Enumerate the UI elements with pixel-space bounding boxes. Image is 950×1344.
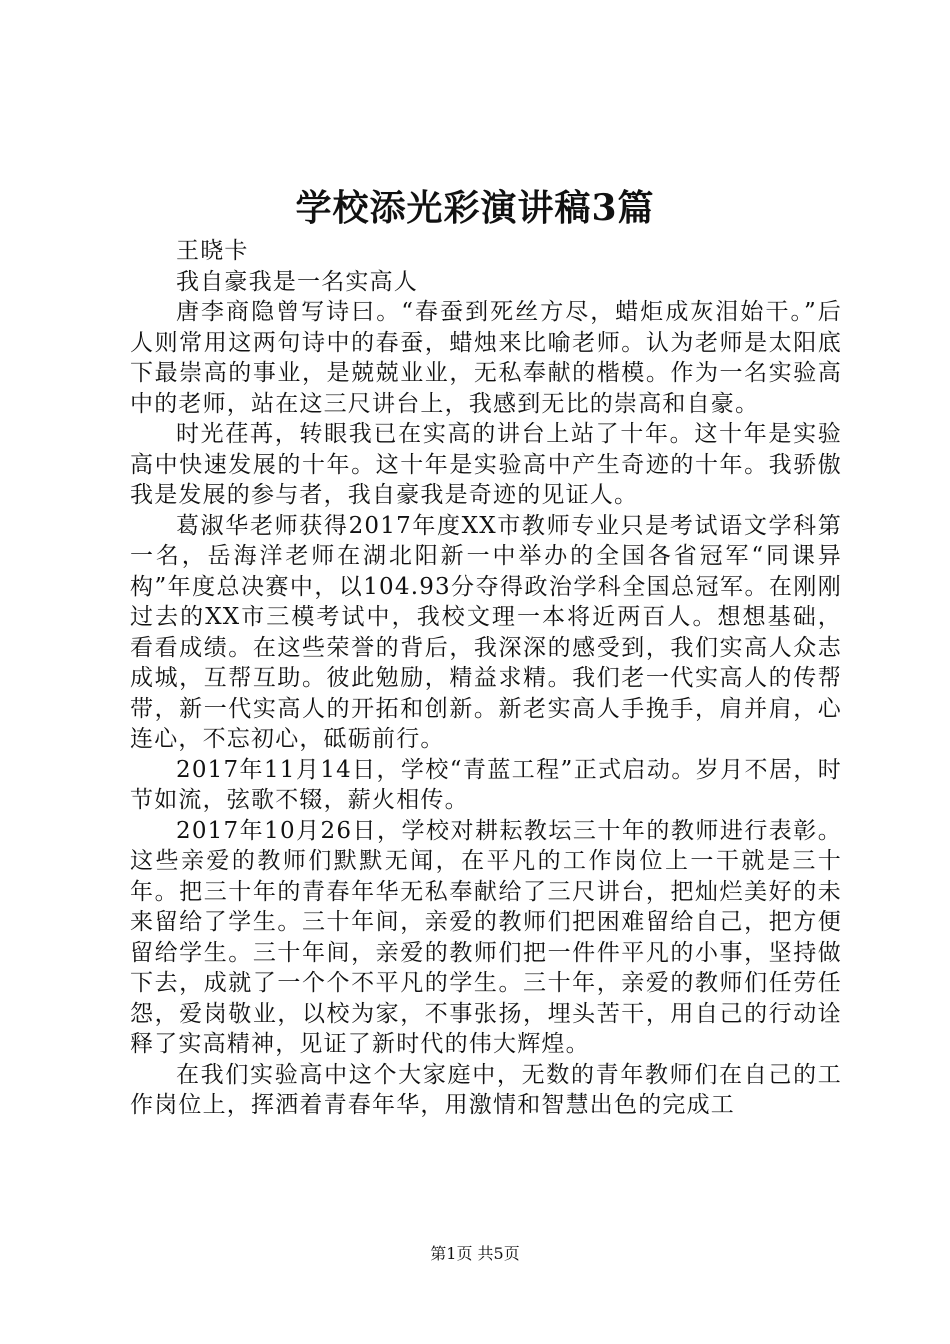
paragraph: 时光荏苒，转眼我已在实高的讲台上站了十年。这十年是实验高中快速发展的十年。这十年是实验高中产生奇迹的十年。我骄傲我是发展的参与者，我自豪我是奇迹的见证人。 (130, 421, 842, 508)
paragraph: 2017年11月14日，学校“青蓝工程”正式启动。岁月不居，时节如流，弦歌不辍，薪火相传。 (130, 756, 842, 813)
author-line: 王晓卡 (176, 238, 249, 264)
document-body (130, 236, 842, 1121)
page-footer: 第1页 共5页 (430, 1244, 520, 1263)
paragraph: 在我们实验高中这个大家庭中，无数的青年教师们在自己的工作岗位上，挥洒着青春年华，用激情和智慧出色的完成工 (130, 1061, 842, 1118)
paragraph: 唐李商隐曾写诗曰。“春蚕到死丝方尽，蜡炬成灰泪始干。”后人则常用这两句诗中的春蚕，蜡烛来比喻老师。认为老师是太阳底下最崇高的事业，是兢兢业业，无私奉献的楷模。作为一名实验高中的老师，站在这三尺讲台上，我感到无比的崇高和自豪。 (130, 299, 842, 417)
paragraph: 2017年10月26日，学校对耕耘教坛三十年的教师进行表彰。这些亲爱的教师们默默无闻，在平凡的工作岗位上一干就是三十年。把三十年的青春年华无私奉献给了三尺讲台，把灿烂美好的未来留给了学生。三十年间，亲爱的教师们把困难留给自己，把方便留给学生。三十年间，亲爱的教师们把一件件平凡的小事，坚持做下去，成就了一个个不平凡的学生。三十年，亲爱的教师们任劳任怨，爱岗敬业，以校为家，不事张扬，埋头苦干，用自己的行动诠释了实高精神，见证了新时代的伟大辉煌。 (130, 817, 842, 1057)
paragraph: 葛淑华老师获得2017年度XX市教师专业只是考试语文学科第一名，岳海洋老师在湖北阳新一中举办的全国各省冠军“同课异构”年度总决赛中，以104.93分夺得政治学科全国总冠军。在刚刚过去的XX市三模考试中，我校文理一本将近两百人。想想基础，看看成绩。在这些荣誉的背后，我深深的感受到，我们实高人众志成城，互帮互助。彼此勉励，精益求精。我们老一代实高人的传帮带，新一代实高人的开拓和创新。新老实高人手挽手，肩并肩，心连心，不忘初心，砥砺前行。 (130, 512, 842, 752)
subtitle-line: 我自豪我是一名实高人 (176, 268, 418, 295)
document-title: 学校添光彩演讲稿3篇 (295, 187, 655, 229)
